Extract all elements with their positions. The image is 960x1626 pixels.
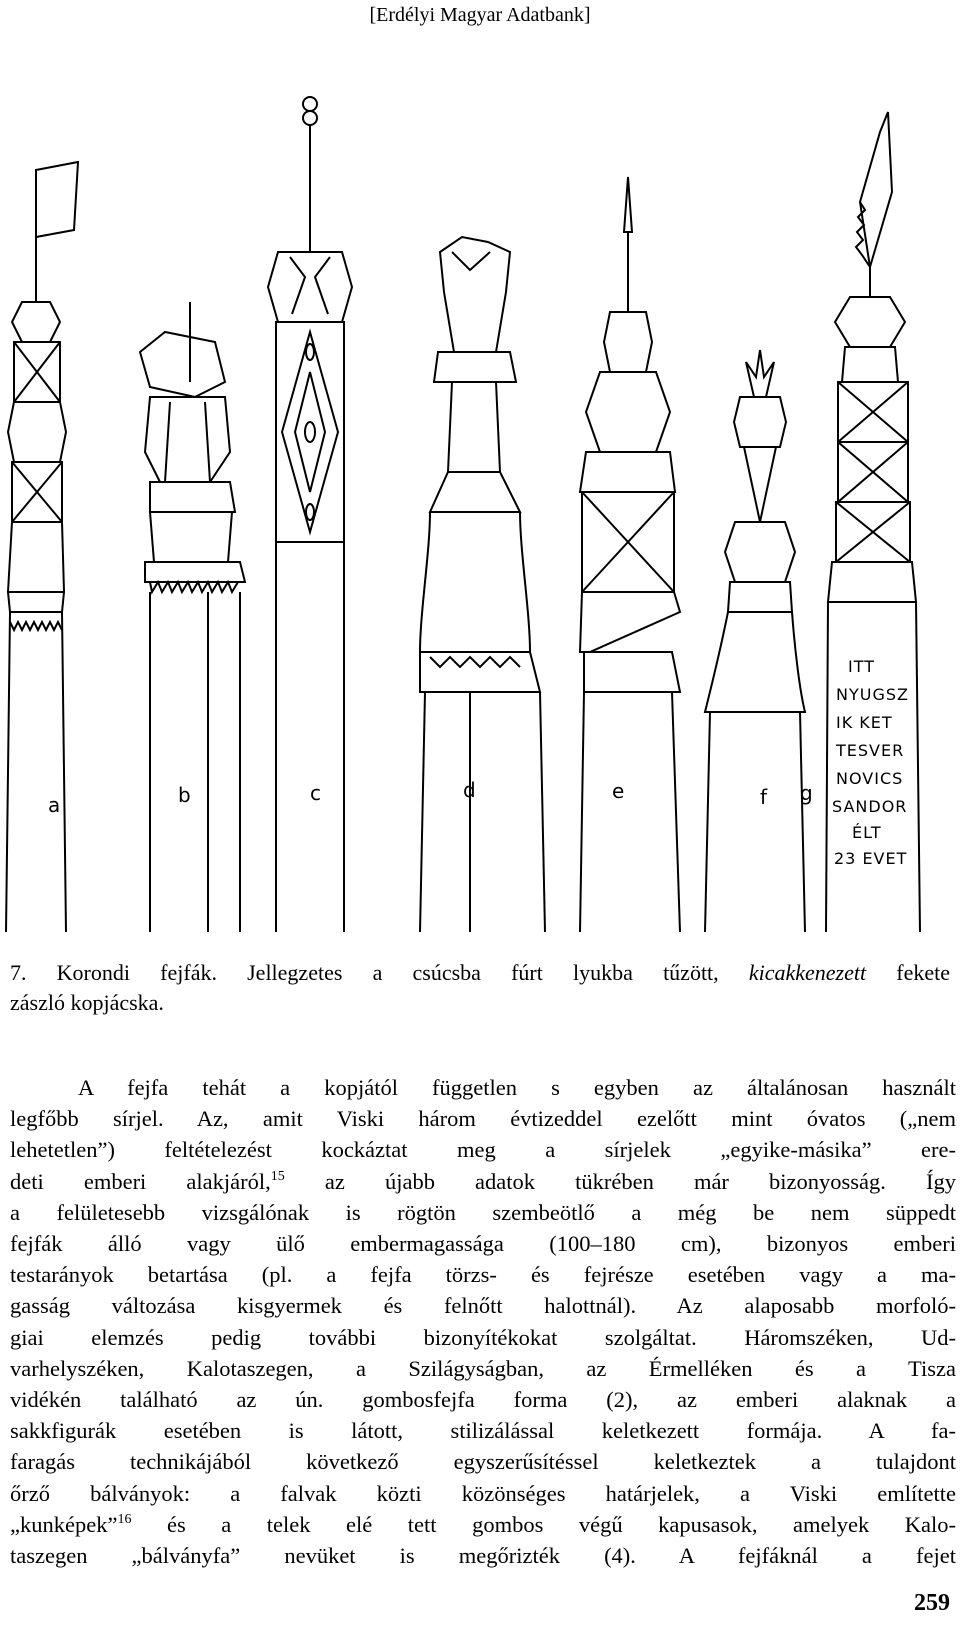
headboard-illustration — [0, 52, 960, 942]
post-label-c: c — [310, 781, 321, 805]
inscription-line-8: 23 EVET — [834, 849, 908, 868]
footnote-ref-16[interactable]: 16 — [117, 1511, 132, 1527]
paragraph-line: giai elemzés pedig további bizonyítékokat szolgáltat. Háromszéken, Ud- — [10, 1324, 956, 1350]
post-b — [140, 302, 245, 932]
paragraph-text: „kunképek” — [10, 1511, 118, 1537]
paragraph-text: és a telek elé tett gombos végű kapusasok, amelyek Kalo- — [131, 1511, 956, 1537]
post-f — [705, 350, 805, 932]
paragraph-line: gasság változása kisgyermek és felnőtt halottnál). Az alaposabb morfoló- — [10, 1293, 956, 1319]
paragraph-line: a felületesebb vizsgálónak is rögtön szembeötlő a még be nem süppedt — [10, 1199, 956, 1225]
paragraph-line: lehetetlen”) feltételezést kockáztat meg a sírjelek „egyike-másika” ere- — [10, 1137, 956, 1163]
paragraph-line: fejfák álló vagy ülő embermagassága (100–180 cm), bizonyos emberi — [10, 1231, 956, 1257]
page-header: [Erdélyi Magyar Adatbank] — [369, 4, 591, 26]
paragraph-line — [10, 1509, 956, 1540]
paragraph-line: őrző bálványok: a falvak közti közönséges határjelek, a Viski említette — [10, 1480, 956, 1506]
inscription-line-1: ITT — [848, 657, 875, 676]
caption-line-1 — [10, 958, 950, 988]
page-number: 259 — [914, 1590, 950, 1616]
headboard-drawing — [0, 52, 960, 942]
inscription-line-4: TESVER — [836, 741, 905, 760]
post-label-g: g — [800, 781, 813, 805]
post-a — [6, 162, 78, 932]
footnote-ref-15[interactable]: 15 — [270, 1168, 285, 1184]
inscription-line-2: NYUGSZ — [836, 685, 909, 704]
inscription-line-7: ÉLT — [852, 823, 882, 842]
paragraph-line: vidékén található az ún. gombosfejfa forma (2), az emberi alaknak a — [10, 1387, 956, 1413]
inscription-line-5: NOVICS — [836, 769, 904, 788]
post-label-d: d — [463, 778, 476, 802]
caption-italic-term: kicakkenezett — [748, 960, 867, 985]
paragraph-text: az újabb adatok tükrében már bizonyosság. Így — [284, 1168, 956, 1194]
body-paragraph — [10, 1072, 956, 1571]
paragraph-line: varhelyszéken, Kalotaszegen, a Szilágyságban, az Érmelléken és a Tisza — [10, 1355, 956, 1381]
paragraph-line: sakkfigurák esetében is látott, stilizálással keletkezett formája. A fa- — [10, 1418, 956, 1444]
paragraph-line: legfőbb sírjel. Az, amit Viski három évtizeddel ezelőtt mint óvatos („nem — [10, 1106, 956, 1132]
caption-tail: fekete — [896, 960, 951, 985]
paragraph-line: testarányok betartása (pl. a fejfa törzs- és fejrésze esetében vagy a ma- — [10, 1262, 956, 1288]
post-label-a: a — [48, 793, 61, 817]
inscription-line-3: IK KET — [836, 713, 893, 732]
paragraph-line: faragás technikájából következő egyszerűsítéssel keletkeztek a tulajdont — [10, 1449, 956, 1475]
post-d — [420, 237, 545, 932]
paragraph-line: taszegen „bálványfa” nevüket is megőrizték (4). A fejfáknál a fejet — [10, 1543, 956, 1569]
post-label-b: b — [178, 783, 191, 807]
post-label-f: f — [760, 785, 768, 809]
paragraph-line — [10, 1166, 956, 1197]
post-c — [268, 97, 352, 932]
caption-line-2: zászló kopjácska. — [10, 990, 164, 1015]
post-label-e: e — [612, 779, 625, 803]
paragraph-text: deti emberi alakjáról, — [10, 1168, 271, 1194]
caption-lead: 7. Korondi fejfák. Jellegzetes a csúcsba fúrt lyukba tűzött, — [10, 960, 719, 985]
post-e — [580, 177, 680, 932]
inscription-line-6: SANDOR — [832, 797, 908, 816]
paragraph-line: A fejfa tehát a kopjától független s egyben az általánosan használt — [78, 1075, 956, 1100]
figure-caption — [10, 958, 950, 1018]
